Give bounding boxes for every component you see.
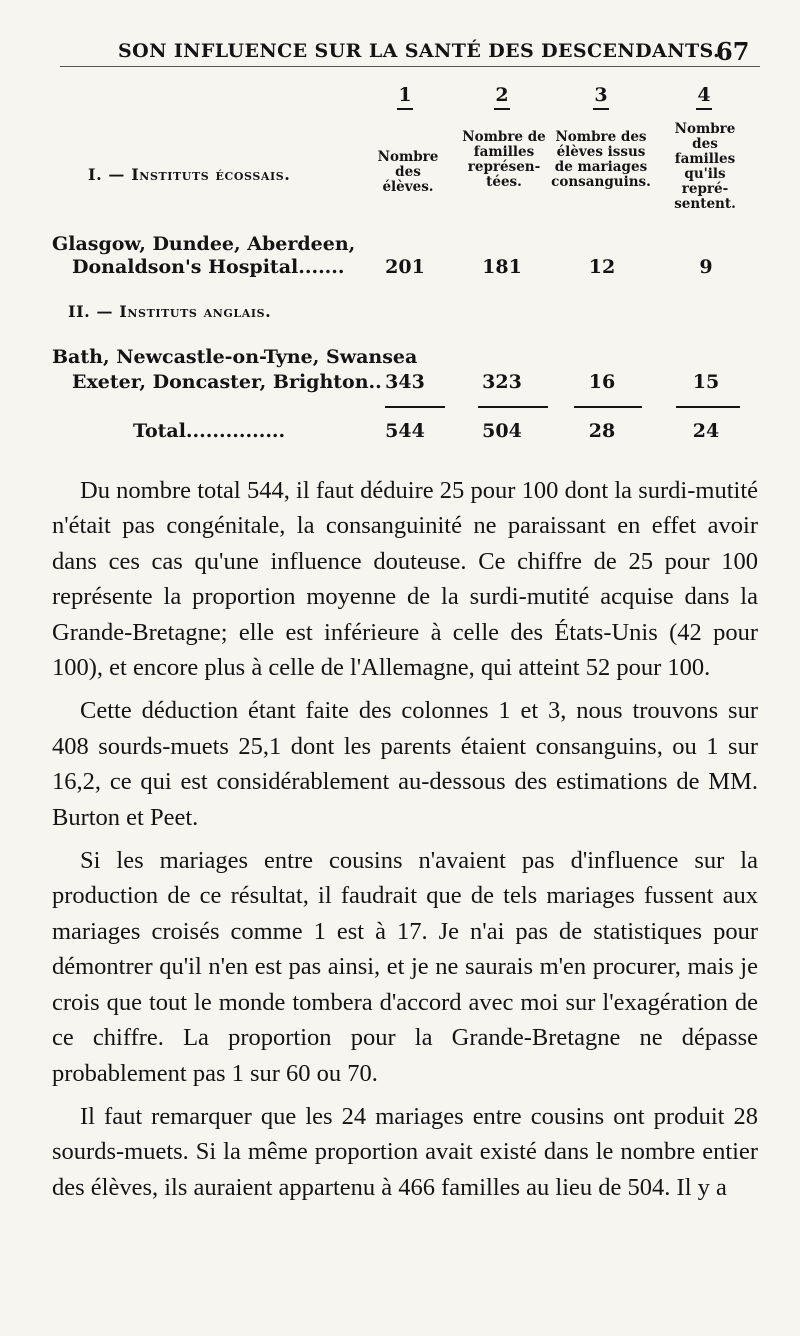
row-label-english-line1: Bath, Newcastle-on-Tyne, Swansea <box>52 346 418 368</box>
sum-rule-col2 <box>478 406 548 408</box>
total-col1: 544 <box>385 420 425 442</box>
column-header-2: Nombre de familles représen-tées. <box>462 129 546 190</box>
column-number-3 <box>571 84 631 110</box>
total-col4: 24 <box>692 420 720 442</box>
cell-scottish-col1: 201 <box>385 256 425 278</box>
body-text <box>52 473 758 1213</box>
column-number-4 <box>674 84 734 110</box>
total-col2: 504 <box>482 420 522 442</box>
section-number: II. — <box>68 302 114 321</box>
cell-scottish-col2: 181 <box>482 256 522 278</box>
row-label-scottish-line2: Donaldson's Hospital....... <box>72 256 345 278</box>
column-header-3: Nombre des élèves issus de mariages consanguins. <box>551 129 651 190</box>
paragraph-1: Du nombre total 544, il faut déduire 25 pour 100 dont la surdi-mutité n'était pas congénitale, la consanguinité ne paraissant en effet avoir dans ces cas qu'une influence douteuse. Ce chiffre de 25 pour 100 représente la proportion moyenne de la surdi-mutité acquise dans la Grande-Bretagne; elle est inférieure à celle des États-Unis (42 pour 100), et encore plus à celle de l'Allemagne, qui atteint 52 pour 100. <box>52 477 758 682</box>
column-number-1 <box>375 84 435 110</box>
column-header-1: Nombre des élèves. <box>377 149 439 195</box>
cell-english-col2: 323 <box>482 371 522 393</box>
section-title-english <box>68 302 271 321</box>
column-number-dash <box>593 108 609 110</box>
sum-rule-col4 <box>676 406 740 408</box>
cell-english-col1: 343 <box>385 371 425 393</box>
paragraph-4: Il faut remarquer que les 24 mariages entre cousins ont produit 28 sourds-muets. Si la même proportion avait existé dans le nombre entier des élèves, ils auraient appartenu à 466 familles au lieu de 504. Il y a <box>52 1102 758 1201</box>
running-header: SON INFLUENCE SUR LA SANTÉ DES DESCENDANTS. <box>118 40 720 62</box>
paragraph-2: Cette déduction étant faite des colonnes 1 et 3, nous trouvons sur 408 sourds-muets 25,1 dont les parents étaient consanguins, ou 1 sur 16,2, ce qui est considérablement au-dessous des estimations de MM. Burton et Peet. <box>52 697 758 831</box>
column-header-4: Nombre des familles qu'ils repré-sentent. <box>674 121 736 212</box>
column-number-3-text: 3 <box>594 84 608 106</box>
cell-scottish-col3: 12 <box>588 256 616 278</box>
column-number-dash <box>494 108 510 110</box>
column-number-2-text: 2 <box>495 84 509 106</box>
total-label: Total............... <box>133 420 286 442</box>
total-col3: 28 <box>588 420 616 442</box>
cell-english-col3: 16 <box>588 371 616 393</box>
column-number-dash <box>696 108 712 110</box>
row-label-english-line2: Exeter, Doncaster, Brighton.. <box>72 371 382 393</box>
column-number-1-text: 1 <box>398 84 412 106</box>
column-number-dash <box>397 108 413 110</box>
column-number-4-text: 4 <box>697 84 711 106</box>
page-number: 67 <box>716 37 750 66</box>
section-name: Instituts anglais. <box>119 302 272 321</box>
sum-rule-col1 <box>385 406 445 408</box>
cell-scottish-col4: 9 <box>699 256 713 278</box>
section-title-scottish <box>88 165 290 184</box>
section-name: Instituts écossais. <box>131 165 291 184</box>
row-label-scottish-line1: Glasgow, Dundee, Aberdeen, <box>52 233 356 255</box>
paragraph-3: Si les mariages entre cousins n'avaient pas d'influence sur la production de ce résultat, il faudrait que de tels mariages fussent aux mariages croisés comme 1 est à 17. Je n'ai pas de statistiques pour démontrer qu'il n'en est pas ainsi, et je ne saurais m'en procurer, mais je crois que tout le monde tombera d'accord avec moi sur l'exagération de ce chiffre. La proportion pour la Grande-Bretagne ne dépasse probablement pas 1 sur 60 ou 70. <box>52 847 758 1087</box>
header-rule <box>60 66 760 67</box>
sum-rule-col3 <box>574 406 642 408</box>
cell-english-col4: 15 <box>692 371 720 393</box>
section-number: I. — <box>88 165 126 184</box>
column-number-2 <box>472 84 532 110</box>
